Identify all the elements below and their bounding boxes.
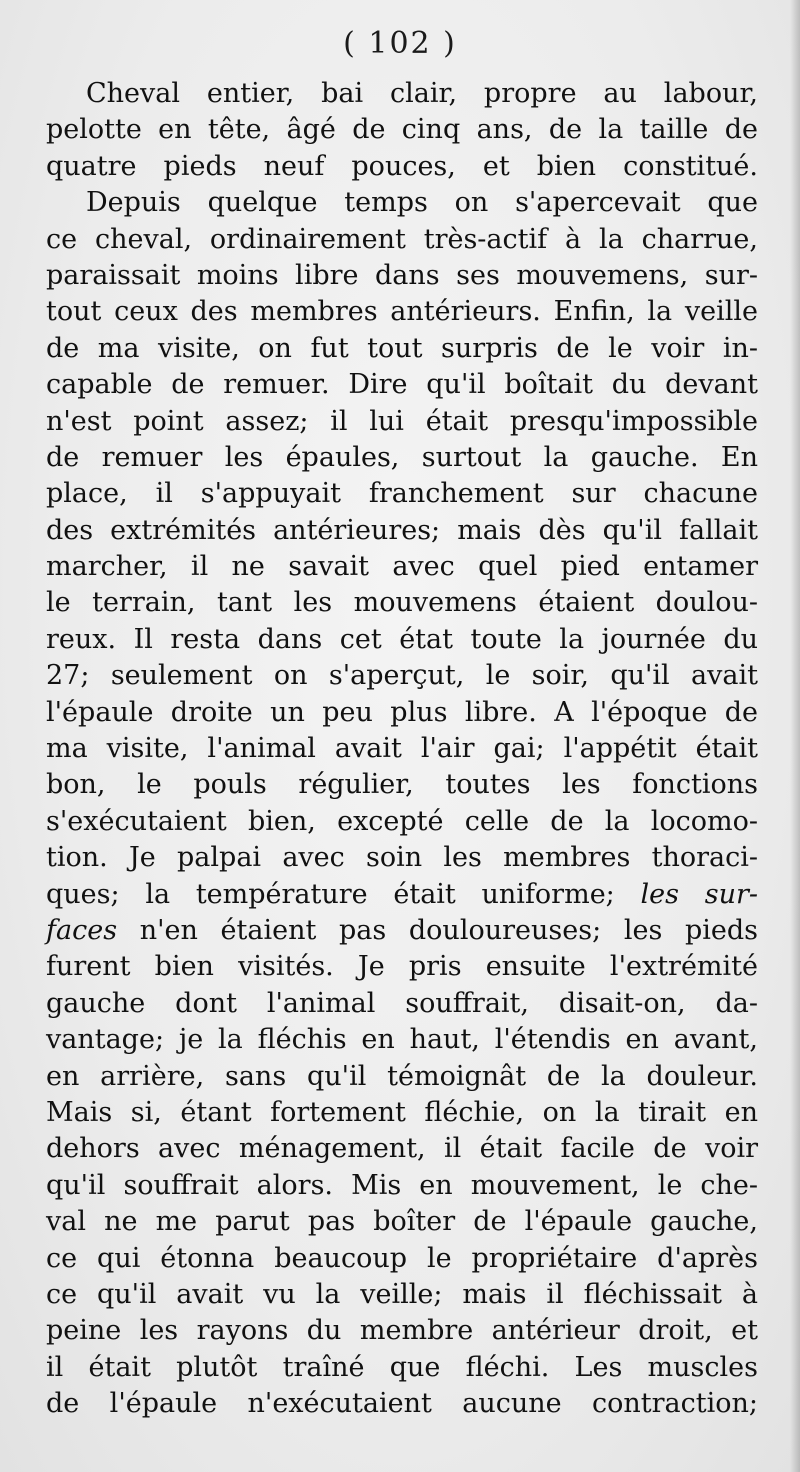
text-line: Mais si, étant fortement fléchie, on la tirait en (46, 1096, 758, 1128)
text-line: Cheval entier, bai clair, propre au labour, (86, 78, 758, 109)
text-line: dehors avec ménagement, il était facile de voir (46, 1133, 758, 1165)
text-line: ce cheval, ordinairement très-actif à la charrue, (46, 223, 758, 255)
italic-text-segment: les sur- (640, 878, 758, 910)
text-line: pelotte en tête, âgé de cinq ans, de la taille de (46, 114, 758, 146)
text-line: vantage; je la fléchis en haut, l'étendis en avant, (46, 1024, 758, 1056)
text-line: n'est point assez; il lui était presqu'impossible (46, 405, 758, 437)
text-line: furent bien visités. Je pris ensuite l'extrémité (46, 951, 758, 983)
page-edge-shadow (790, 0, 800, 1472)
text-line: tout ceux des membres antérieurs. Enfin, la veille (46, 296, 758, 328)
text-line: place, il s'appuyait franchement sur chacune (46, 478, 758, 510)
text-line: en arrière, sans qu'il témoignât de la douleur. (46, 1060, 758, 1092)
text-segment: ques; la température était uniforme; (46, 878, 641, 910)
text-line: il était plutôt traîné que fléchi. Les muscles (46, 1351, 758, 1383)
text-line: des extrémités antérieures; mais dès qu'il fallait (46, 514, 758, 546)
text-line: paraissait moins libre dans ses mouvemens, sur- (46, 259, 758, 291)
text-line: s'exécutaient bien, excepté celle de la locomo- (46, 805, 758, 837)
text-line: reux. Il resta dans cet état toute la journée du (46, 623, 758, 655)
text-line: de remuer les épaules, surtout la gauche. En (46, 441, 758, 473)
text-line: 27; seulement on s'aperçut, le soir, qu'il avait (46, 660, 758, 692)
italic-text-segment: faces (46, 914, 118, 946)
text-line: le terrain, tant les mouvemens étaient doulou- (46, 587, 758, 619)
text-line: val ne me parut pas boîter de l'épaule gauche, (46, 1206, 758, 1238)
text-line: bon, le pouls régulier, toutes les fonctions (46, 769, 758, 801)
text-line: tion. Je palpai avec soin les membres thoraci- (46, 842, 758, 874)
text-line: ce qui étonna beaucoup le propriétaire d'après (46, 1242, 758, 1274)
text-line: ma visite, l'animal avait l'air gai; l'appétit était (46, 733, 758, 765)
text-line: peine les rayons du membre antérieur droit, et (46, 1315, 758, 1347)
text-line: de ma visite, on fut tout surpris de le voir in- (46, 332, 758, 364)
page-number: ( 102 ) (343, 26, 457, 61)
text-line: de l'épaule n'exécutaient aucune contraction; (46, 1388, 758, 1420)
text-line: quatre pieds neuf pouces, et bien constitué. (46, 150, 758, 182)
text-line: marcher, il ne savait avec quel pied entamer (46, 551, 758, 583)
text-line: ce qu'il avait vu la veille; mais il fléchissait à (46, 1278, 758, 1310)
text-line: l'épaule droite un peu plus libre. A l'époque de (46, 696, 758, 728)
text-segment: n'en étaient pas douloureuses; les pieds (117, 914, 758, 946)
body-text (46, 76, 758, 1422)
text-line: qu'il souffrait alors. Mis en mouvement, le che- (46, 1169, 758, 1201)
text-line (46, 913, 758, 949)
text-line: capable de remuer. Dire qu'il boîtait du devant (46, 369, 758, 401)
text-line: Depuis quelque temps on s'apercevait que (86, 187, 758, 219)
text-line: gauche dont l'animal souffrait, disait-on, da- (46, 987, 758, 1019)
text-line (46, 877, 758, 913)
